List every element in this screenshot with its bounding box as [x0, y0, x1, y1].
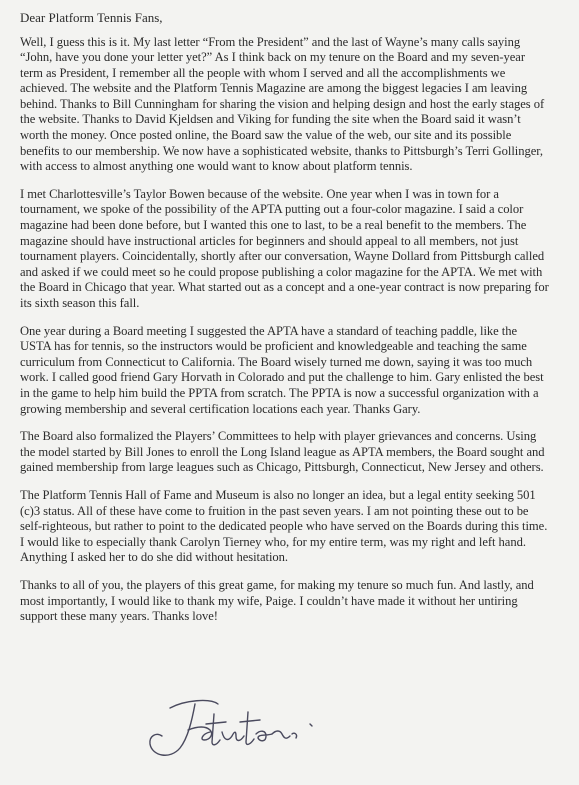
handwritten-signature	[140, 690, 340, 770]
signature-graphic	[140, 690, 340, 770]
salutation: Dear Platform Tennis Fans,	[20, 10, 163, 25]
paragraph-ppta: One year during a Board meeting I suggested the APTA have a standard of teaching paddle, like the USTA has for tennis, so the instructors would be proficient and knowledgeable and teaching the same curriculum from Connecticut to California. The Board wisely turned me down, saying it was too much work. I called good friend Gary Horvath in Colorado and put the challenge to him. Gary enlisted the best in the game to help him build the PPTA from scratch. The PPTA is now a successful organization with a growing membership and several certification locations each year. Thanks Gary.	[20, 323, 544, 416]
paragraph-thanks: Thanks to all of you, the players of this great game, for making my tenure so much fun. And lastly, and most importantly, I would like to thank my wife, Paige. I couldn’t have made it without her untiring support these many years. Thanks love!	[20, 577, 534, 624]
paragraph-hall-of-fame: The Platform Tennis Hall of Fame and Museum is also no longer an idea, but a legal entity seeking 501 (c)3 status. All of these have come to fruition in the past seven years. I am not pointing these out to be self-righteous, but rather to point to the dedicated people who have served on the Boards during this time. I would like to especially thank Carolyn Tierney who, for my entire term, was my right and left hand. Anything I asked her to do she did without hesitation.	[20, 487, 548, 565]
paragraph-magazine: I met Charlottesville’s Taylor Bowen because of the website. One year when I was in town for a tournament, we spoke of the possibility of the APTA putting out a four-color magazine. I said a color magazine had been done before, but I wanted this one to last, to be a real benefit to the members. The magazine should have instructional articles for beginners and should appeal to all members, not just tournament players. Coincidentally, shortly after our conversation, Wayne Dollard from Pittsburgh called and asked if we could meet so he could propose publishing a color magazine for the APTA. We met with the Board in Chicago that year. What started out as a concept and a one-year contract is now preparing for its sixth season this fall.	[20, 186, 549, 310]
paragraph-committees: The Board also formalized the Players’ Committees to help with player grievances and concerns. Using the model started by Bill Jones to enroll the Long Island league as APTA members, the Board sought and gained membership from large leagues such as Chicago, Pittsburgh, Connecticut, New Jersey and others.	[20, 429, 545, 475]
paragraph-website: Well, I guess this is it. My last letter “From the President” and the last of Wayne’s many calls saying “John, have you done your letter yet?” As I think back on my tenure on the Board and my seven-year term as President, I remember all the people with whom I served and all the accomplishments we achieved. The website and the Platform Tennis Magazine are among the biggest legacies I am leaving behind. Thanks to Bill Cunningham for sharing the vision and helping design and host the early stages of the website. Thanks to David Kjeldsen and Viking for funding the site when the Board said it wasn’t worth the money. Once posted online, the Board saw the value of the web, our site and its possible benefits to our membership. We now have a sophisticated website, thanks to Pittsburgh’s Terri Gollinger, with access to almost anything one would want to know about platform tennis.	[20, 34, 545, 174]
